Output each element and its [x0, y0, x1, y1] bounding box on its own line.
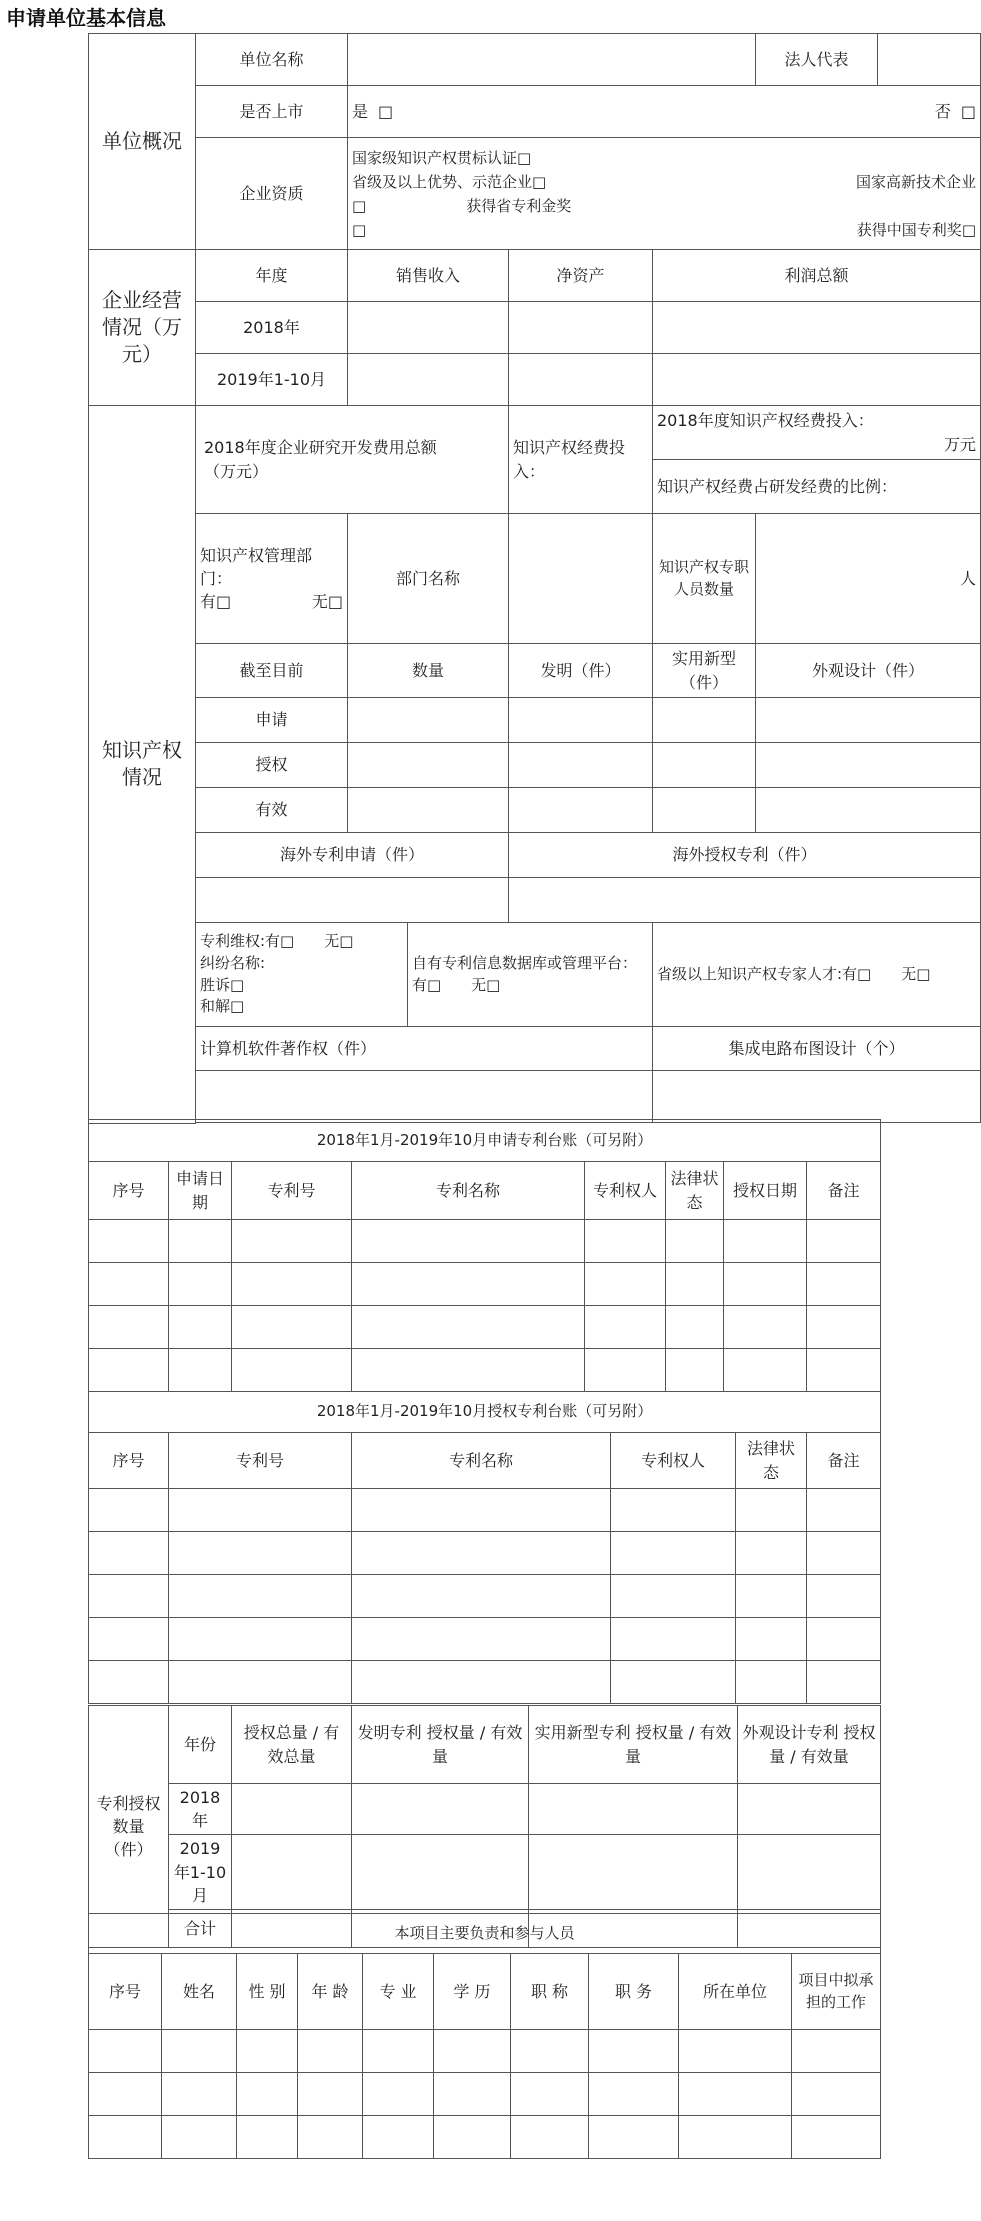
staff-h-unit: 所在单位 [679, 1954, 792, 2030]
count-header-utility: 实用新型（件） [653, 644, 756, 698]
ip-fee-2018[interactable] [653, 406, 981, 460]
staff-h-position: 职 务 [589, 1954, 679, 2030]
defense-label: 专利维权:有□ 无□ [200, 932, 354, 950]
table-row [89, 2116, 881, 2159]
grant-count-table [88, 1705, 881, 1948]
dispute-label: 纠纷名称: [200, 953, 266, 972]
grant-h-remark: 备注 [807, 1433, 881, 1489]
listed-no-checkbox[interactable]: □ [960, 101, 976, 121]
table-row [89, 1263, 881, 1306]
count-cell[interactable] [509, 788, 653, 833]
ip-dept-label[interactable] [196, 514, 348, 644]
apply-h-no: 序号 [89, 1162, 169, 1220]
listed-yes-checkbox[interactable]: □ [378, 101, 394, 121]
count-cell[interactable] [348, 788, 509, 833]
ip-dept-no: 无□ [311, 592, 343, 612]
table-row [89, 1220, 881, 1263]
ip-dept-name-label: 部门名称 [348, 514, 509, 644]
db-choice: 有□ 无□ [412, 975, 501, 994]
overseas-grant-label: 海外授权专利（件） [509, 833, 981, 878]
count-cell[interactable] [653, 743, 756, 788]
grant-h-no: 序号 [89, 1433, 169, 1489]
staff-h-task: 项目中拟承担的工作 [792, 1954, 881, 2030]
ip-dept-name-field[interactable] [509, 514, 653, 644]
gc-h-utility: 实用新型专利 授权量 / 有效量 [529, 1706, 738, 1784]
count-header-qty: 数量 [348, 644, 509, 698]
count-header-asof: 截至目前 [196, 644, 348, 698]
count-cell[interactable] [756, 788, 981, 833]
grant-ledger-title: 2018年1月-2019年10月授权专利台账（可另附） [89, 1392, 881, 1433]
apply-h-remark: 备注 [807, 1162, 881, 1220]
ip-dept-yes: 有□ [200, 592, 232, 612]
ip-ratio[interactable]: 知识产权经费占研发经费的比例： [653, 460, 981, 514]
table-row [89, 1306, 881, 1349]
staff-h-major: 专 业 [363, 1954, 434, 2030]
listed-label: 是否上市 [196, 86, 348, 138]
unit-name-field[interactable] [348, 34, 756, 86]
settle-label: 和解□ [200, 997, 245, 1016]
qualification-label: 企业资质 [196, 138, 348, 250]
grant-ledger-table [88, 1391, 881, 1704]
ops-cell[interactable] [653, 302, 981, 354]
listed-no-label: 否 [934, 101, 951, 121]
ip-section-label: 知识产权情况 [89, 406, 196, 1124]
staff-h-age: 年 龄 [298, 1954, 363, 2030]
apply-ledger-title: 2018年1月-2019年10月申请专利台账（可另附） [89, 1120, 881, 1162]
won-label: 胜诉□ [200, 975, 245, 994]
ops-cell[interactable] [509, 302, 653, 354]
table-row [89, 1575, 881, 1618]
qual-national-ip-checkbox[interactable]: □ [517, 148, 532, 167]
grant-h-name: 专利名称 [352, 1433, 611, 1489]
unit-section-label: 单位概况 [89, 34, 196, 250]
ip-fee-label: 2018年度知识产权经费投入： [657, 411, 874, 431]
gc-h-invention: 发明专利 授权量 / 有效量 [352, 1706, 529, 1784]
page-title: 申请单位基本信息 [6, 6, 166, 30]
table-row [89, 2030, 881, 2073]
apply-h-number: 专利号 [232, 1162, 352, 1220]
main-info-table [88, 33, 981, 1124]
db-cell[interactable] [408, 923, 653, 1027]
ip-staff-field[interactable]: 人 [756, 514, 981, 644]
ops-header-sales: 销售收入 [348, 250, 509, 302]
grant-h-status: 法律状态 [736, 1433, 807, 1489]
count-cell[interactable] [653, 788, 756, 833]
ops-year-2018: 2018年 [196, 302, 348, 354]
apply-h-owner: 专利权人 [585, 1162, 666, 1220]
expert-cell[interactable]: 省级以上知识产权专家人才:有□ 无□ [653, 923, 981, 1027]
qual-hightech: 国家高新技术企业 [855, 172, 976, 191]
table-row [89, 1661, 881, 1704]
gc-row-total: 合计 [169, 1909, 232, 1947]
rd-total-label: 2018年度企业研究开发费用总额（万元） [196, 406, 509, 514]
gc-row-2018: 2018年 [169, 1784, 232, 1835]
ops-header-assets: 净资产 [509, 250, 653, 302]
apply-h-grantdate: 授权日期 [724, 1162, 807, 1220]
legal-rep-field[interactable] [878, 34, 981, 86]
count-cell[interactable] [653, 698, 756, 743]
ops-header-profit: 利润总额 [653, 250, 981, 302]
staff-h-name: 姓名 [162, 1954, 237, 2030]
qual-hightech-checkbox[interactable]: □ [352, 196, 367, 215]
staff-h-no: 序号 [89, 1954, 162, 2030]
count-cell[interactable] [509, 698, 653, 743]
unit-name-label: 单位名称 [196, 34, 348, 86]
qual-provincial-checkbox[interactable]: □ [532, 172, 547, 191]
apply-h-status: 法律状态 [666, 1162, 724, 1220]
count-header-invention: 发明（件） [509, 644, 653, 698]
ops-cell[interactable] [348, 354, 509, 406]
staff-h-gender: 性 别 [237, 1954, 298, 2030]
ops-cell[interactable] [509, 354, 653, 406]
staff-h-degree: 学 历 [434, 1954, 511, 2030]
grant-h-number: 专利号 [169, 1433, 352, 1489]
gc-h-total: 授权总量 / 有效总量 [232, 1706, 352, 1784]
table-row [89, 1532, 881, 1575]
qualification-options[interactable] [348, 138, 981, 250]
apply-h-date: 申请日期 [169, 1162, 232, 1220]
ops-cell[interactable] [653, 354, 981, 406]
db-label: 自有专利信息数据库或管理平台： [412, 953, 638, 972]
ip-dept-text: 知识产权管理部门： [200, 545, 313, 588]
listed-options[interactable] [348, 86, 981, 138]
count-cell[interactable] [509, 743, 653, 788]
software-field[interactable] [196, 1071, 653, 1123]
overseas-apply-field[interactable] [196, 878, 509, 923]
listed-yes-label: 是 [352, 101, 369, 121]
count-cell[interactable] [348, 743, 509, 788]
count-cell[interactable] [348, 698, 509, 743]
count-header-design: 外观设计（件） [756, 644, 981, 698]
apply-ledger-table [88, 1119, 881, 1392]
qual-prov-gold: 获得省专利金奖 [466, 196, 572, 215]
ops-section-label: 企业经营情况（万元） [89, 250, 196, 406]
grant-count-section: 专利授权数量（件） [89, 1706, 169, 1948]
table-row [89, 1349, 881, 1392]
count-row-grant: 授权 [196, 743, 348, 788]
table-row [89, 2073, 881, 2116]
apply-h-name: 专利名称 [352, 1162, 585, 1220]
count-row-valid: 有效 [196, 788, 348, 833]
qual-national-ip: 国家级知识产权贯标认证 [352, 148, 518, 167]
qual-china-award-checkbox[interactable]: □ [961, 220, 976, 239]
staff-title: 本项目主要负责和参与人员 [89, 1914, 881, 1954]
count-cell[interactable] [756, 743, 981, 788]
staff-table [88, 1913, 881, 2159]
overseas-grant-field[interactable] [509, 878, 981, 923]
gc-row-2019: 2019年1-10月 [169, 1835, 232, 1910]
count-cell[interactable] [756, 698, 981, 743]
software-label: 计算机软件著作权（件） [196, 1027, 653, 1071]
qual-china-award: 获得中国专利奖 [856, 220, 962, 239]
circuit-field[interactable] [653, 1071, 981, 1123]
ip-invest-label: 知识产权经费投入： [509, 406, 653, 514]
table-row [89, 1618, 881, 1661]
ops-header-year: 年度 [196, 250, 348, 302]
overseas-apply-label: 海外专利申请（件） [196, 833, 509, 878]
ip-fee-unit: 万元 [943, 434, 976, 454]
table-row [89, 1489, 881, 1532]
circuit-label: 集成电路布图设计（个） [653, 1027, 981, 1071]
gc-h-year: 年份 [169, 1706, 232, 1784]
qual-provincial: 省级及以上优势、示范企业 [352, 172, 533, 191]
qual-prov-gold-checkbox[interactable]: □ [352, 220, 367, 239]
defense-cell[interactable] [196, 923, 408, 1027]
ip-staff-label: 知识产权专职人员数量 [653, 514, 756, 644]
legal-rep-label: 法人代表 [756, 34, 878, 86]
ops-year-2019: 2019年1-10月 [196, 354, 348, 406]
grant-h-owner: 专利权人 [611, 1433, 736, 1489]
ops-cell[interactable] [348, 302, 509, 354]
gc-h-design: 外观设计专利 授权量 / 有效量 [738, 1706, 881, 1784]
staff-h-title: 职 称 [511, 1954, 589, 2030]
count-row-apply: 申请 [196, 698, 348, 743]
